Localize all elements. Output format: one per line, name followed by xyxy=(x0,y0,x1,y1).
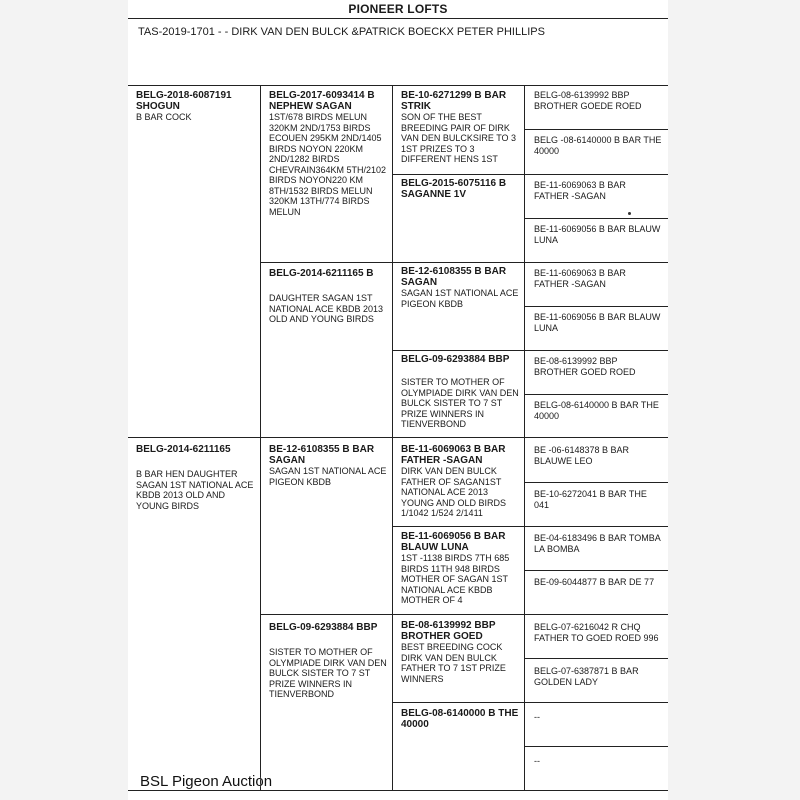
divider xyxy=(524,482,668,483)
pigeon-description: SAGAN 1ST NATIONAL ACE PIGEON KBDB xyxy=(401,288,519,309)
pedigree-subject xyxy=(136,90,256,430)
divider xyxy=(128,790,668,791)
divider xyxy=(392,350,668,351)
pigeon-description: SISTER TO MOTHER OF OLYMPIADE DIRK VAN DEN BULCK SISTER TO 7 ST PRIZE WINNERS IN TIENVERBOND xyxy=(401,377,519,429)
pigeon-description: DIRK VAN DEN BULCK FATHER OF SAGAN1ST NATIONAL ACE 2013 YOUNG AND OLD BIRDS 1/1042 1/524 2/1411 xyxy=(401,466,507,518)
gen4-cell: BELG-07-6387871 B BAR GOLDEN LADY xyxy=(534,666,639,687)
pigeon-description: 1ST/678 BIRDS MELUN 320KM 2ND/1753 BIRDS ECOUEN 295KM 2ND/1405 BIRDS NOYON 220KM 2ND/1282 BIRDS CHEVRAIN364KM 5TH/2102 BIRDS NOYON220 KM 8TH/1532 BIRDS MELUN 320KM 13TH/774 BIRDS MELUN xyxy=(269,112,387,217)
ring-number: BE-11-6069056 B BAR BLAUW LUNA xyxy=(401,531,506,553)
pigeon-description: B BAR HEN DAUGHTER SAGAN 1ST NATIONAL ACE KBDB 2013 OLD AND YOUNG BIRDS xyxy=(136,469,254,511)
pigeon-description: BEST BREEDING COCK DIRK VAN DEN BULCK FATHER TO 7 1ST PRIZE WINNERS xyxy=(401,642,506,684)
gen4-cell: BELG-08-6139992 BBP BROTHER GOEDE ROED xyxy=(534,90,642,111)
great-grandparent-cell xyxy=(401,178,519,260)
gen4-cell: BE-08-6139992 BBP BROTHER GOED ROED xyxy=(534,356,636,377)
divider xyxy=(524,85,525,790)
gen4-cell: BE-04-6183496 B BAR TOMBA LA BOMBA xyxy=(534,533,661,554)
divider xyxy=(524,746,668,747)
great-grandparent-cell xyxy=(401,620,519,700)
great-grandparent-cell xyxy=(401,266,519,348)
pigeon-description: 1ST -1138 BIRDS 7TH 685 BIRDS 11TH 948 BIRDS MOTHER OF SAGAN 1ST NATIONAL ACE KBDB MOTHER OF 4 xyxy=(401,553,510,605)
ring-number: BE-11-6069063 B BAR FATHER -SAGAN xyxy=(401,444,506,466)
ring-number: BE-12-6108355 B BAR SAGAN xyxy=(269,444,375,466)
ring-number: BELG-08-6140000 B THE 40000 xyxy=(401,708,519,730)
speck xyxy=(628,212,631,215)
watermark-text: BSL Pigeon Auction xyxy=(140,773,273,790)
divider xyxy=(392,85,393,790)
divider xyxy=(260,85,261,790)
great-grandparent-cell xyxy=(401,444,519,526)
ring-number: BELG-09-6293884 BBP xyxy=(269,622,378,633)
great-grandparent-cell xyxy=(401,354,519,436)
divider xyxy=(260,614,668,615)
divider xyxy=(524,306,668,307)
grandparent-cell xyxy=(269,444,387,612)
gen4-cell: BE-09-6044877 B BAR DE 77 xyxy=(534,577,655,587)
divider xyxy=(392,702,668,703)
gen4-cell: BE-11-6069063 B BAR FATHER -SAGAN xyxy=(534,180,626,201)
ring-number: BE-08-6139992 BBP BROTHER GOED xyxy=(401,620,496,642)
great-grandparent-cell xyxy=(401,708,519,788)
ring-number: BE-12-6108355 B BAR SAGAN xyxy=(401,266,507,288)
gen4-cell: BE -06-6148378 B BAR BLAUWE LEO xyxy=(534,445,630,466)
pigeon-description: SAGAN 1ST NATIONAL ACE PIGEON KBDB xyxy=(269,466,387,487)
grandparent-cell xyxy=(269,268,387,436)
divider xyxy=(260,262,668,263)
page-title: PIONEER LOFTS xyxy=(348,2,448,16)
divider xyxy=(524,218,668,219)
ring-number: BELG-2014-6211165 B xyxy=(269,268,374,279)
sire-cell xyxy=(269,90,387,258)
ring-number: BELG-2017-6093414 B NEPHEW SAGAN xyxy=(269,90,375,112)
pigeon-description: B BAR COCK xyxy=(136,112,192,122)
pigeon-description: DAUGHTER SAGAN 1ST NATIONAL ACE KBDB 2013 OLD AND YOUNG BIRDS xyxy=(269,293,384,324)
gen4-cell: BE-10-6272041 B BAR THE 041 xyxy=(534,489,647,510)
gen4-cell: BELG-07-6216042 R CHQ FATHER TO GOED ROED 996 xyxy=(534,622,659,643)
pedigree-subtitle: TAS-2019-1701 - - DIRK VAN DEN BULCK &PATRICK BOECKX PETER PHILLIPS xyxy=(138,26,545,38)
divider xyxy=(128,437,668,438)
ring-number: BELG-2018-6087191 SHOGUN xyxy=(136,90,232,112)
divider xyxy=(392,526,668,527)
divider xyxy=(524,658,668,659)
pedigree-sheet xyxy=(128,0,668,800)
dam-cell xyxy=(136,444,256,784)
pigeon-description: SISTER TO MOTHER OF OLYMPIADE DIRK VAN DEN BULCK SISTER TO 7 ST PRIZE WINNERS IN TIENVERBOND xyxy=(269,647,387,699)
gen4-cell: -- xyxy=(534,712,540,722)
divider xyxy=(524,570,668,571)
divider xyxy=(524,394,668,395)
ring-number: BELG-09-6293884 BBP xyxy=(401,354,510,365)
gen4-cell: BELG -08-6140000 B BAR THE 40000 xyxy=(534,135,662,156)
pigeon-description: SON OF THE BEST BREEDING PAIR OF DIRK VAN DEN BULCKSIRE TO 3 1ST PRIZES TO 3 DIFFERENT HENS 1ST xyxy=(401,112,517,164)
divider xyxy=(128,85,668,86)
gen4-cell: BE-11-6069063 B BAR FATHER -SAGAN xyxy=(534,268,626,289)
gen4-cell: -- xyxy=(534,756,540,766)
great-grandparent-cell xyxy=(401,531,519,613)
great-grandparent-cell xyxy=(401,90,519,172)
ring-number: BELG-2015-6075116 B SAGANNE 1V xyxy=(401,178,507,200)
gen4-cell: BE-11-6069056 B BAR BLAUW LUNA xyxy=(534,224,661,245)
divider xyxy=(392,174,668,175)
ring-number: BE-10-6271299 B BAR STRIK xyxy=(401,90,507,112)
gen4-cell: BE-11-6069056 B BAR BLAUW LUNA xyxy=(534,312,661,333)
grandparent-cell xyxy=(269,622,387,787)
ring-number: BELG-2014-6211165 xyxy=(136,444,231,455)
divider xyxy=(524,129,668,130)
gen4-cell: BELG-08-6140000 B BAR THE 40000 xyxy=(534,400,659,421)
